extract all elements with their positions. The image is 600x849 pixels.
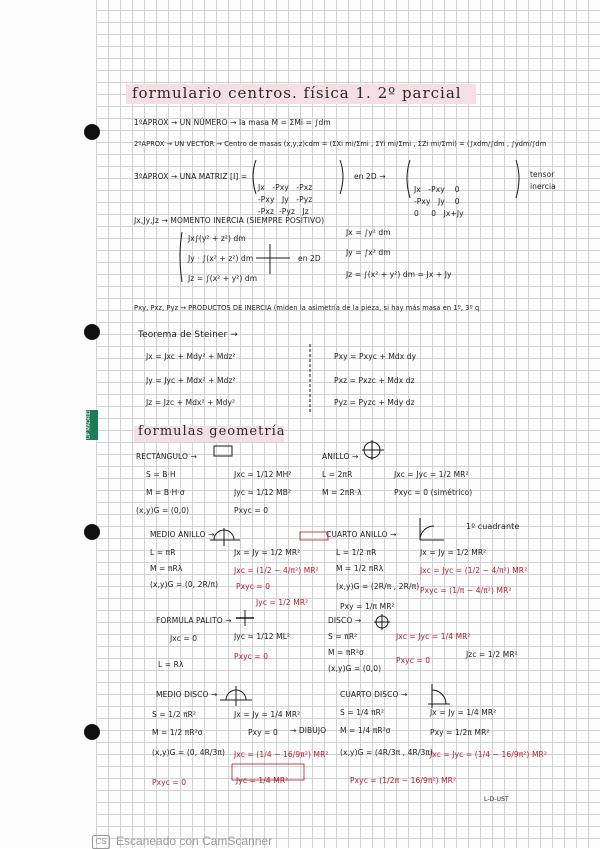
- cuarto-anillo-pxyc: Pxyc = (1/π − 4/π²) MR²: [420, 586, 512, 595]
- medio-anillo-l: L = πR: [150, 548, 176, 557]
- inertia-jy: Jy · ∫(x² + z²) dm: [188, 254, 254, 263]
- inercia-label: inercia: [530, 182, 556, 191]
- approx-1: 1ºAPROX → UN NÚMERO → la masa M = ΣMi = ∫dm: [134, 118, 331, 127]
- palito-jxc: Jxc = 0: [170, 634, 198, 643]
- rect-g: (x,y)G = (0,0): [136, 506, 190, 515]
- steiner-jy: Jy = Jyc + Mdx² + Mdz²: [146, 376, 236, 385]
- medio-disco-jx: Jx = Jy = 1/4 MR²: [234, 710, 301, 719]
- quarter-disk-icon: [432, 690, 446, 704]
- cuarto-anillo-pxy: Pxy = 1/π MR²: [340, 602, 395, 611]
- palito-pxyc: Pxyc = 0: [234, 652, 269, 661]
- medio-disco-jyc: Jyc = 1/4 MR²: [236, 776, 289, 785]
- inertia-2d-jx: Jx = ∫y² dm: [346, 228, 391, 237]
- medio-anillo-jxc: Jxc = (1/2 − 4/π²) MR²: [234, 566, 319, 575]
- palito-title: FORMULA PALITO →: [156, 616, 232, 625]
- steiner-jx: Jx = Jxc + Mdy² + Mdz²: [146, 352, 236, 361]
- steiner-pxz: Pxz = Pxzc + Mdx dz: [334, 376, 415, 385]
- medio-disco-g: (x,y)G = (0, 4R/3π): [152, 748, 226, 757]
- rect-m: M = B·H·σ: [146, 488, 185, 497]
- disco-title: DISCO →: [328, 616, 362, 625]
- matrix-bracket-right: [340, 160, 343, 194]
- steiner-pxy: Pxy = Pxyc + Mdx dy: [334, 352, 417, 361]
- medio-anillo-m: M = πRλ: [150, 564, 183, 573]
- palito-jyc: Jyc = 1/12 ML²: [234, 632, 291, 641]
- camscanner-icon: CS: [92, 835, 110, 849]
- inertia-jz: Jz = ∫(x² + y²) dm: [188, 274, 258, 283]
- cuarto-anillo-g: (x,y)G = (2R/π , 2R/π): [336, 582, 420, 591]
- medio-anillo-title: MEDIO ANILLO →: [150, 530, 215, 539]
- cuarto-disco-pxy: Pxy = 1/2π MR²: [430, 728, 490, 737]
- cuarto-disco-title: CUARTO DISCO →: [340, 690, 408, 699]
- rect-jxc: Jxc = 1/12 MH²: [234, 470, 292, 479]
- rect-title: RECTÁNGULO →: [136, 452, 197, 461]
- cuarto-anillo-title: CUARTO ANILLO →: [326, 530, 397, 539]
- matrix-bracket-left: [253, 160, 256, 194]
- medio-anillo-jx: Jx = Jy = 1/2 MR²: [234, 548, 301, 557]
- disco-jzc: Jzc = 1/2 MR²: [466, 650, 518, 659]
- medio-disco-s: S = 1/2 πR²: [152, 710, 197, 719]
- anillo-l: L = 2πR: [322, 470, 353, 479]
- cuarto-disco-jxc: Jxc = Jyc = (1/4 − 16/9π²) MR²: [430, 750, 547, 759]
- palito-l: L = Rλ: [158, 660, 184, 669]
- cuarto-anillo-jx: Jx = Jy = 1/2 MR²: [420, 548, 487, 557]
- cuarto-disco-g: (x,y)G = (4R/3π , 4R/3π): [340, 748, 433, 757]
- cuarto-anillo-m: M = 1/2 πRλ: [336, 564, 384, 573]
- cuarto-disco-note: L-D-UST: [484, 796, 509, 803]
- inertia-jx: Jx∫(y² + z²) dm: [188, 234, 246, 243]
- disco-m: M = πR²σ: [328, 648, 364, 657]
- steiner-pyz: Pyz = Pyzc + Mdy dz: [334, 398, 415, 407]
- medio-disco-title: MEDIO DISCO →: [156, 690, 218, 699]
- red-box: [300, 532, 328, 540]
- medio-disco-note: → DIBUJO: [290, 726, 327, 735]
- rect-jyc: Jyc = 1/12 MB²: [234, 488, 292, 497]
- cuarto-anillo-jxc: Jxc = Jyc = (1/2 − 4/π²) MR²: [420, 566, 528, 575]
- matrix2d-bracket-left: [407, 160, 410, 198]
- cuarto-disco-s: S = 1/4 πR²: [340, 708, 385, 717]
- cuarto-disco-m: M = 1/4 πR²σ: [340, 726, 391, 735]
- inertia-matrix-2d: Jx -Pxy 0 -Pxy Jy 0 0 0 Jx+Jy: [414, 185, 464, 218]
- watermark-text: Escaneado con CamScanner: [116, 834, 273, 848]
- anillo-jxc: Jxc = Jyc = 1/2 MR²: [394, 470, 469, 479]
- cuarto-disco-pxyc: Pxyc = (1/2π − 16/9π²) MR²: [350, 776, 457, 785]
- medio-disco-pxyc: Pxyc = 0: [152, 778, 187, 787]
- disco-s: S = πR²: [328, 632, 358, 641]
- anillo-title: ANILLO →: [322, 452, 359, 461]
- medio-disco-m: M = 1/2 πR²σ: [152, 728, 203, 737]
- products-of-inertia: Pxy, Pxz, Pyz → PRODUCTOS DE INERCIA (miden la asimetría de la pieza, si hay más masa en 1º, 3º q: [134, 304, 480, 312]
- disco-jxc: Jxc = Jyc = 1/4 MR²: [396, 632, 471, 641]
- approx-3: 3ºAPROX → UNA MATRIZ [I] =: [134, 172, 248, 181]
- cuarto-disco-jx: Jx = Jy = 1/4 MR²: [430, 708, 497, 717]
- inertia-brace: [180, 232, 182, 282]
- matrix2d-bracket-right: [516, 160, 519, 198]
- disco-pxyc: Pxyc = 0: [396, 656, 431, 665]
- medio-anillo-pxyc: Pxyc = 0: [236, 582, 271, 591]
- en-2d-label: en 2D →: [354, 172, 386, 181]
- tensor-label: tensor: [530, 170, 555, 179]
- medio-disco-pxy: Pxy = 0: [248, 728, 278, 737]
- page-title: formulario centros. física 1. 2º parcial: [132, 84, 462, 102]
- inertia-matrix-3d: Jx -Pxy -Pxz -Pxy Jy -Pyz -Pxz -Pyz Jz: [258, 183, 313, 216]
- geometry-heading: formulas geometría: [138, 424, 286, 439]
- inertia-2d-jz: Jz = ∫(x² + y²) dm = Jx + Jy: [346, 270, 452, 279]
- anillo-m: M = 2πR·λ: [322, 488, 362, 497]
- approx-2: 2ºAPROX → UN VECTOR → Centro de masas (x,y,z)cdm = (ΣXi mi/Σmi , ΣYi mi/Σmi , ΣZi mi/Σmi) = (∫xdm/∫dm , ∫ydm/∫dm: [134, 140, 547, 148]
- medio-anillo-jyc: Jyc = 1/2 MR²: [256, 598, 309, 607]
- scanner-watermark: [92, 834, 392, 848]
- inertia-2d-jy: Jy = ∫x² dm: [346, 248, 391, 257]
- medio-disco-jxc: Jxc = (1/4 − 16/9π²) MR²: [234, 750, 329, 759]
- quarter-ring-icon: [420, 526, 434, 540]
- cuadrante-note: 1º cuadrante: [466, 522, 520, 531]
- anillo-pxyc: Pxyc = 0 (simétrico): [394, 488, 473, 497]
- medio-anillo-g: (x,y)G = (0, 2R/π): [150, 580, 219, 589]
- rectangle-icon: [214, 446, 232, 456]
- cuarto-anillo-l: L = 1/2 πR: [336, 548, 377, 557]
- notebook-brand-tab: UP MADRID: [86, 410, 98, 440]
- disco-g: (x,y)G = (0,0): [328, 664, 382, 673]
- rect-s: S = B·H: [146, 470, 176, 479]
- en-2d-arrow-label: en 2D: [298, 254, 321, 263]
- rect-pxyc: Pxyc = 0: [234, 506, 269, 515]
- inertia-heading: Jx,Jy,Jz → MOMENTO INERCIA (SIEMPRE POSITIVO): [134, 216, 325, 225]
- steiner-jz: Jz = Jzc + Mdx² + Mdy²: [146, 398, 236, 407]
- steiner-heading: Teorema de Steiner →: [138, 330, 238, 340]
- red-box: [232, 764, 304, 780]
